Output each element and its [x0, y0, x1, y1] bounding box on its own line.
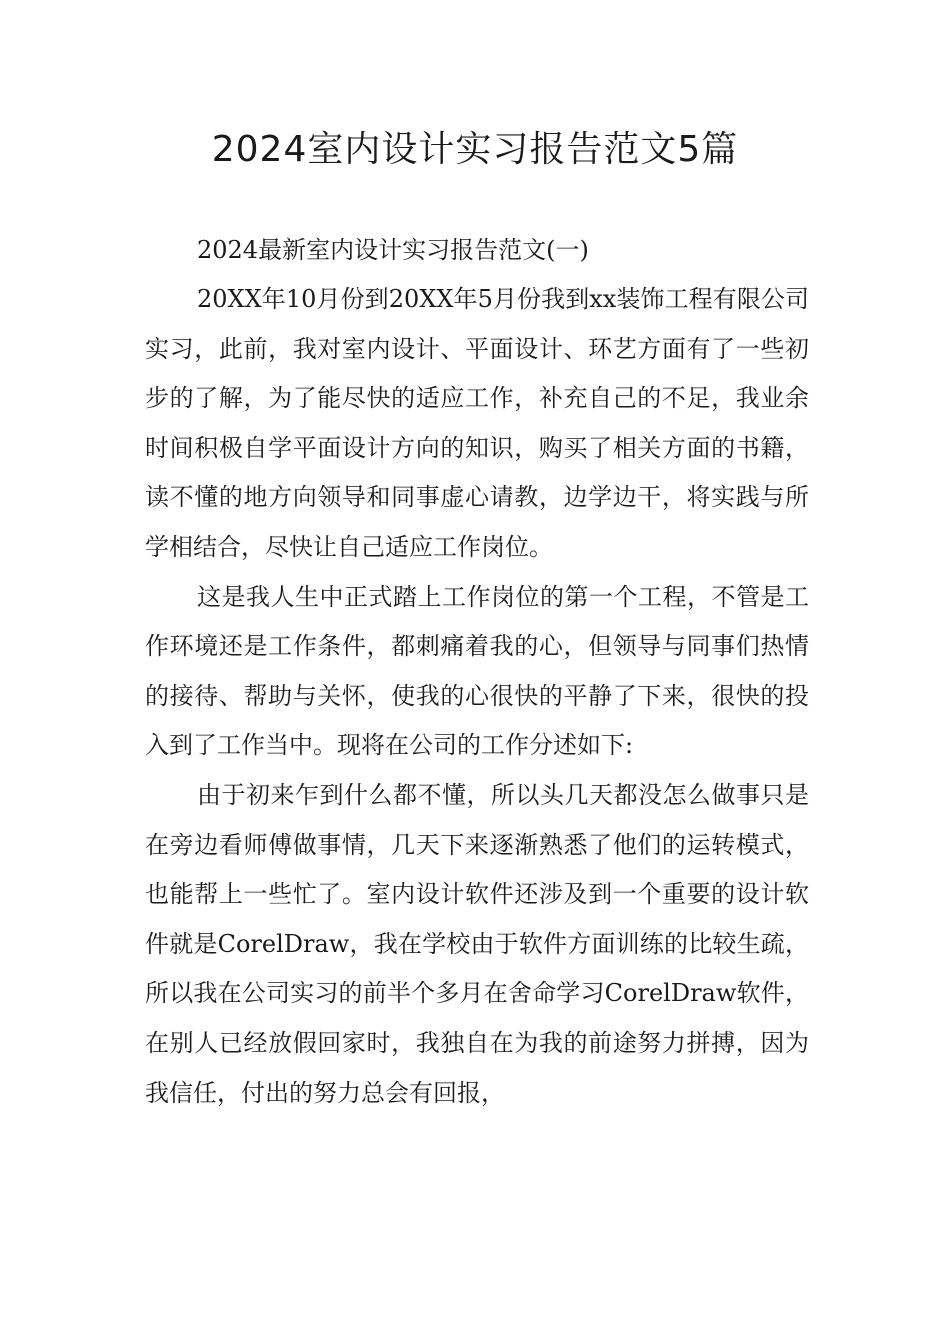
- document-title: 2024室内设计实习报告范文5篇: [211, 129, 739, 170]
- paragraph-1: 20XX年10月份到20XX年5月份我到xx装饰工程有限公司实习，此前，我对室内设计、平面设计、环艺方面有了一些初步的了解，为了能尽快的适应工作，补充自己的不足，我业余时间积极自学平面设计方向的知识，购买了相关方面的书籍，读不懂的地方向领导和同事虚心请教，边学边干，将实践与所学相结合，尽快让自己适应工作岗位。: [145, 285, 809, 561]
- section-heading: 2024最新室内设计实习报告范文(一): [197, 236, 589, 264]
- paragraph-3: 由于初来乍到什么都不懂，所以头几天都没怎么做事只是在旁边看师傅做事情，几天下来逐渐熟悉了他们的运转模式，也能帮上一些忙了。室内设计软件还涉及到一个重要的设计软件就是CorelDraw，我在学校由于软件方面训练的比较生疏，所以我在公司实习的前半个多月在舍命学习CorelDraw软件，在别人已经放假回家时，我独自在为我的前途努力拼搏，因为我信任，付出的努力总会有回报，: [145, 780, 809, 1107]
- paragraph-2: 这是我人生中正式踏上工作岗位的第一个工程，不管是工作环境还是工作条件，都刺痛着我的心，但领导与同事们热情的接待、帮助与关怀，使我的心很快的平静了下来，很快的投入到了工作当中。现将在公司的工作分述如下:: [145, 582, 809, 760]
- document-body: [145, 226, 809, 1118]
